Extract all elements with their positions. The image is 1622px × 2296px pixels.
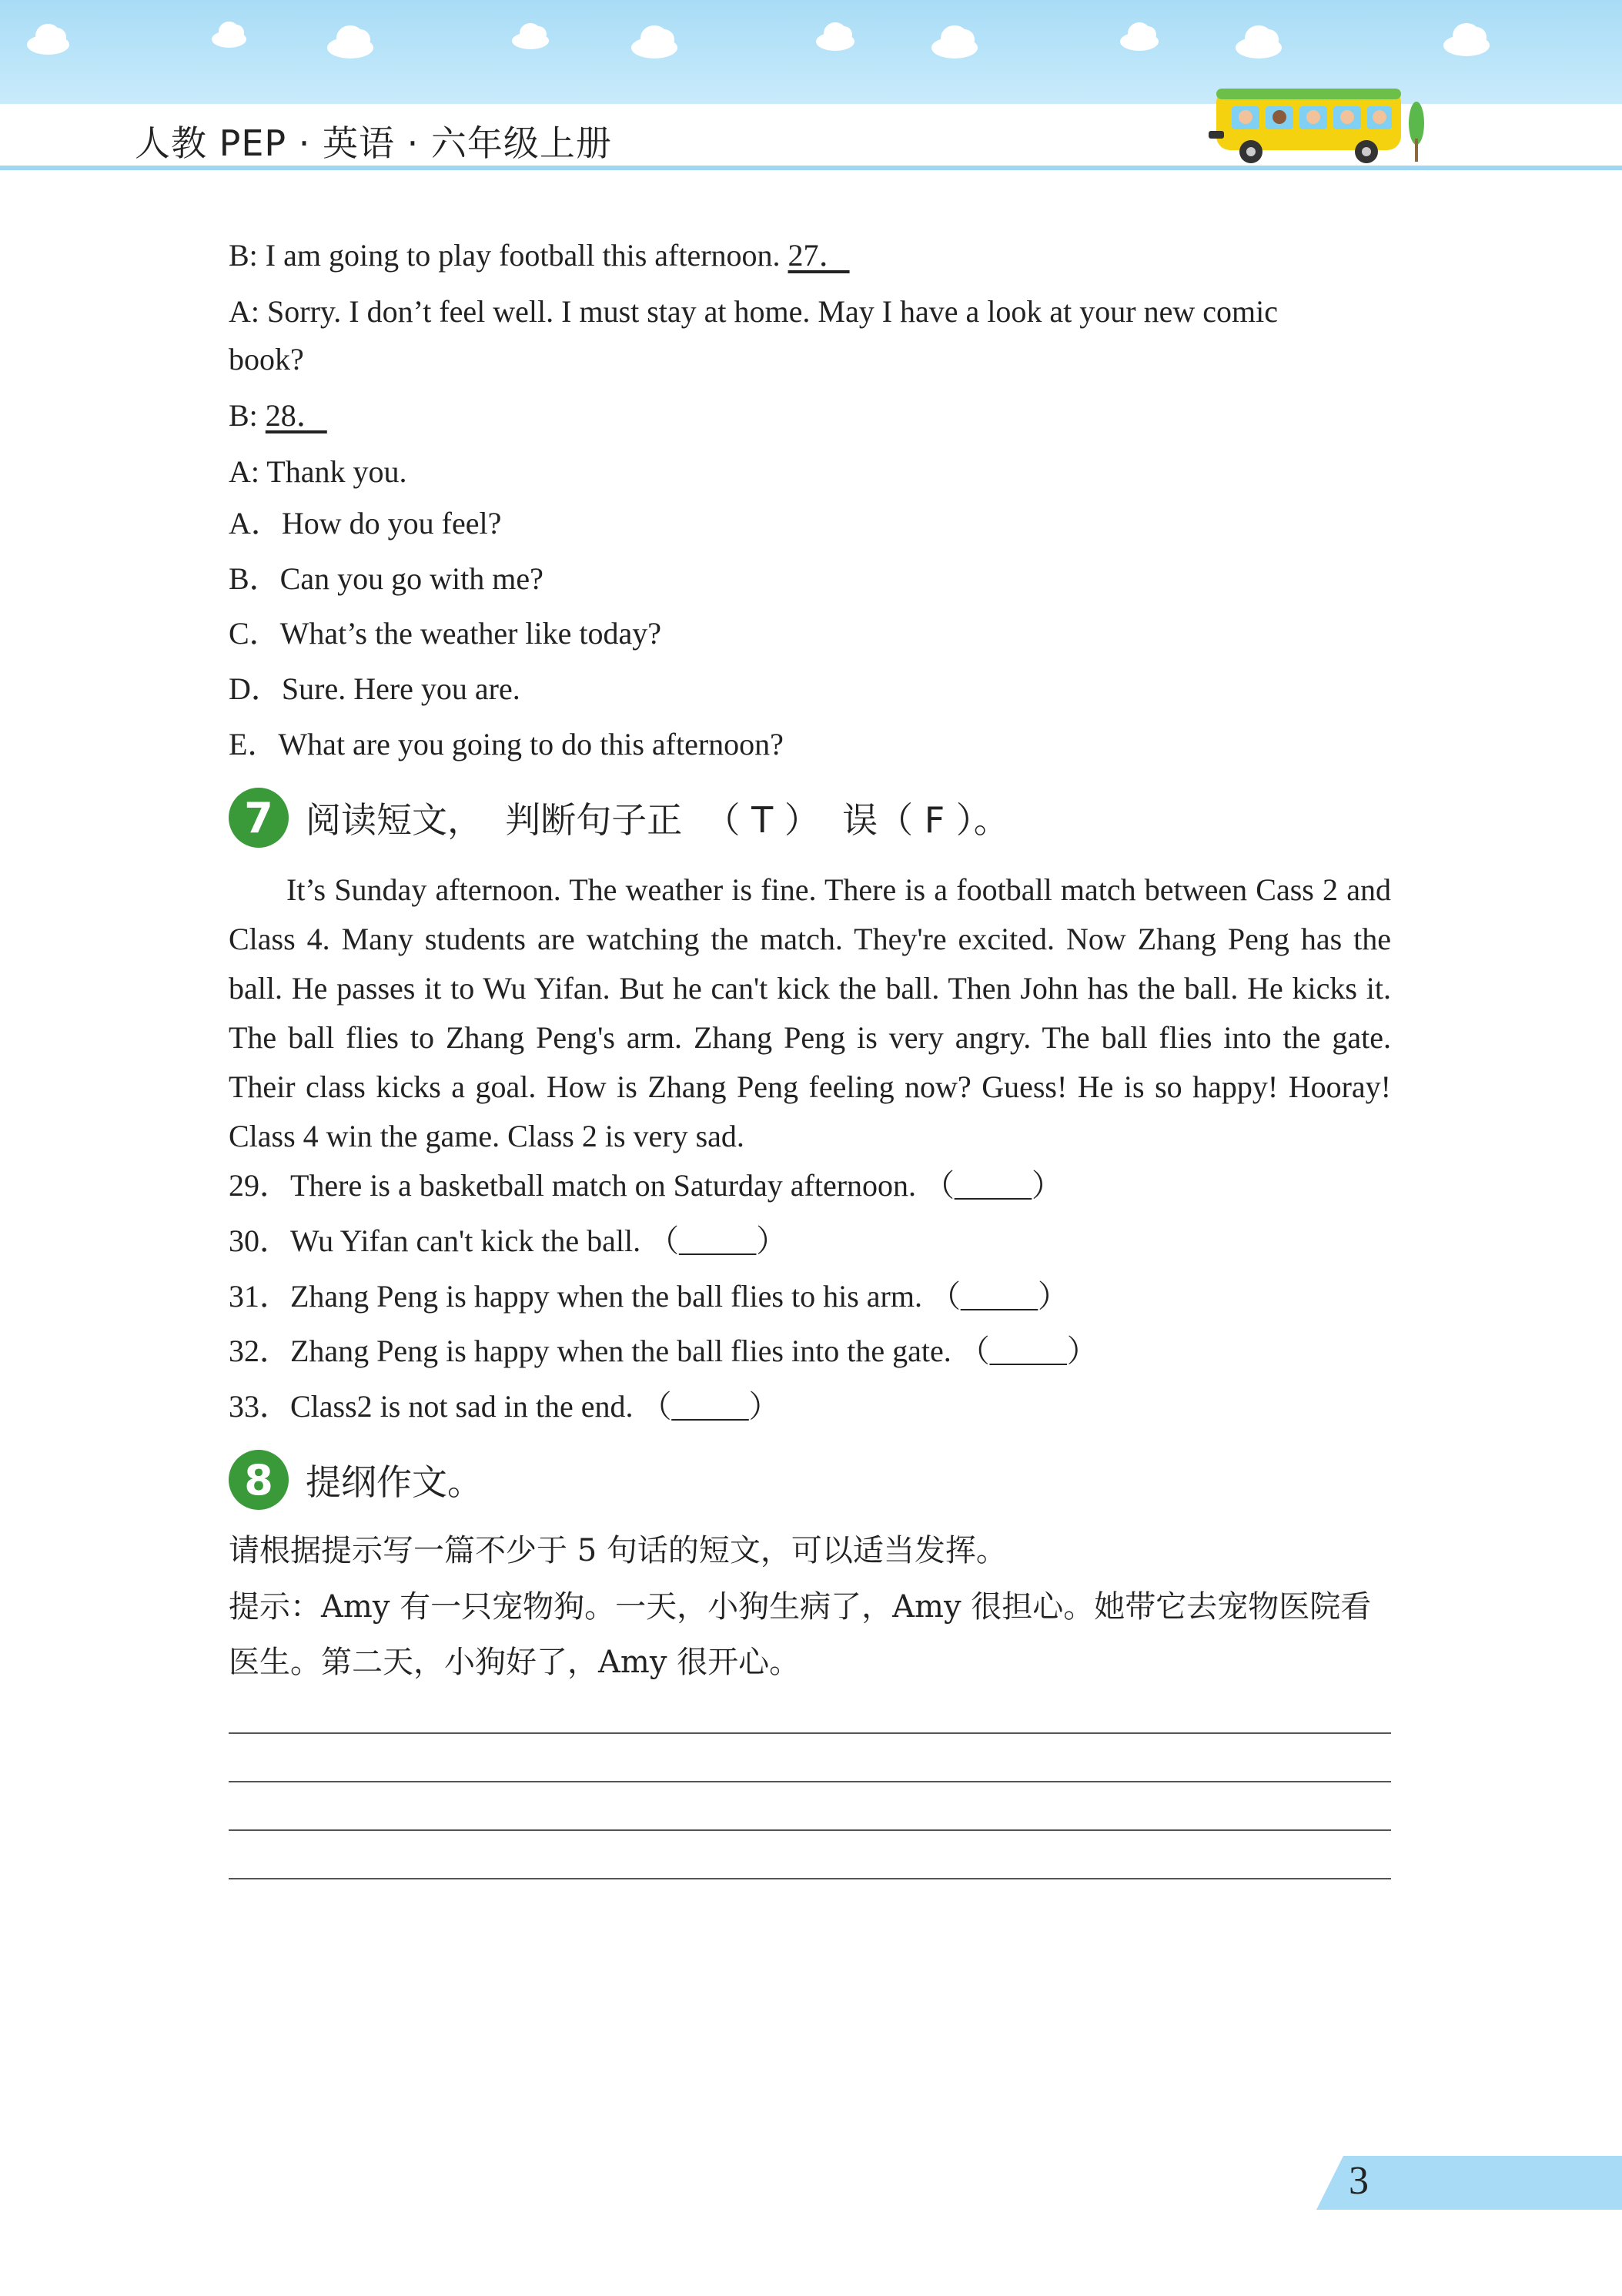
reading-passage: It’s Sunday afternoon. The weather is fine. There is a football match between Cass 2 and Class 4. Many students are watching the match. They're excited. Now Zhang Peng has the ball. He passes it to Wu Yifan. But he can't kick the ball. Then John has the ball. He kicks it. The ball flies to Zhang Peng's arm. Zhang Peng is very angry. The ball flies into the gate. Their class kicks a goal. How is Zhang Peng feeling now? Guess! He is so happy! Hooray! Class 4 win the game. Class 2 is very sad.	[229, 872, 1391, 1153]
writing-line	[229, 1732, 1391, 1734]
writing-line	[229, 1878, 1391, 1879]
dialogue-text: B: I am going to play football this afternoon.	[229, 238, 788, 273]
option-item: A．How do you feel?	[229, 506, 502, 541]
section-number-badge: 8	[229, 1450, 289, 1510]
option-item: D．Sure. Here you are.	[229, 671, 520, 706]
page-number: 3	[1349, 2159, 1369, 2203]
cloud-icon	[816, 32, 854, 51]
option-item: E．What are you going to do this afternoon?	[229, 727, 784, 761]
cloud-icon	[1236, 37, 1282, 59]
true-false-question: 32．Zhang Peng is happy when the ball flies into the gate. （_____）	[229, 1334, 1098, 1368]
true-false-question: 33．Class2 is not sad in the end. （_____）	[229, 1389, 780, 1424]
school-bus-icon	[1209, 77, 1432, 169]
cloud-icon	[512, 32, 549, 49]
dialogue-line: A: Sorry. I don’t feel well. I must stay at home. May I have a look at your new comic	[229, 294, 1278, 329]
dialogue-line	[229, 231, 850, 280]
cloud-icon	[327, 37, 373, 59]
section-7-header	[229, 787, 1009, 848]
cloud-icon	[631, 37, 677, 59]
section-8-header	[229, 1449, 483, 1511]
true-false-question: 29．There is a basketball match on Saturday afternoon. （_____）	[229, 1168, 1063, 1203]
section-title: 阅读短文， 判断句子正 （ T ） 误（ F ）。	[306, 799, 1009, 841]
option-item: C．What’s the weather like today?	[229, 616, 662, 651]
writing-line	[229, 1829, 1391, 1831]
true-false-question: 31．Zhang Peng is happy when the ball flies to his arm. （_____）	[229, 1279, 1069, 1314]
dialogue-line	[229, 391, 327, 440]
cloud-icon	[931, 37, 978, 59]
cloud-icon	[212, 31, 246, 48]
writing-line	[229, 1781, 1391, 1782]
answer-blank-27: 27．	[788, 238, 850, 273]
writing-instruction: 请根据提示写一篇不少于 5 句话的短文，可以适当发挥。	[229, 1533, 1007, 1568]
dialogue-line: book?	[229, 342, 304, 377]
dialogue-line: A: Thank you.	[229, 454, 407, 489]
cloud-icon	[1120, 32, 1159, 51]
cloud-icon	[27, 35, 69, 55]
writing-hint: 提示：Amy 有一只宠物狗。一天，小狗生病了，Amy 很担心。她带它去宠物医院看医生。第二天，小狗好了，Amy 很开心。	[229, 1589, 1372, 1680]
book-title: 人教 PEP · 英语 · 六年级上册	[135, 122, 612, 164]
dialogue-text: B:	[229, 398, 266, 433]
true-false-question: 30．Wu Yifan can't kick the ball. （_____）	[229, 1223, 788, 1258]
section-number-badge: 7	[229, 788, 289, 848]
option-item: B．Can you go with me?	[229, 561, 543, 596]
answer-blank-28: 28．	[265, 398, 327, 433]
section-title: 提纲作文。	[306, 1461, 483, 1503]
cloud-icon	[1443, 35, 1490, 56]
